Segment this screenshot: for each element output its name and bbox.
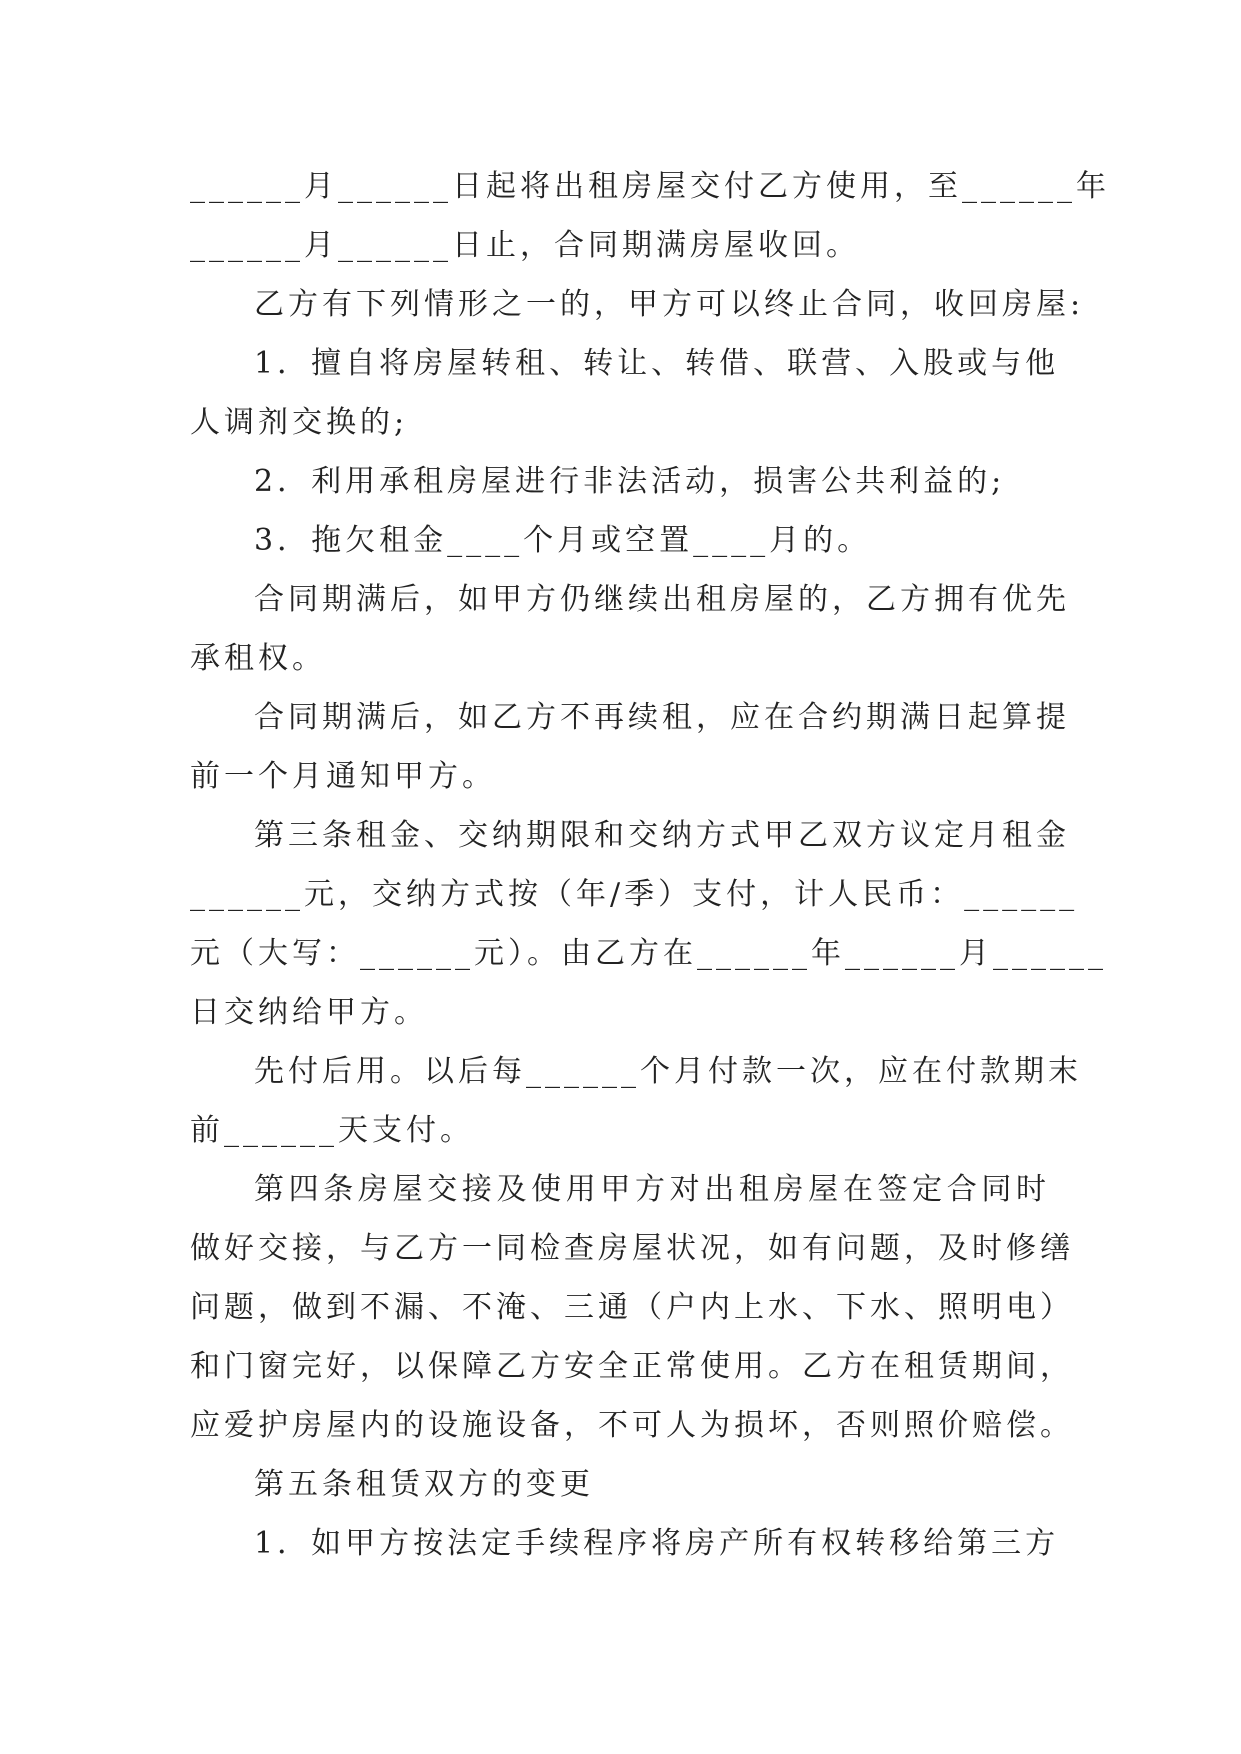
text-line: ______月______日起将出租房屋交付乙方使用，至______年 [190,169,1110,204]
text-line: 前一个月通知甲方。 [190,759,496,794]
document-body [190,157,1110,1573]
text-line: 元（大写：______元）。由乙方在______年______月______ [190,936,1107,971]
text-line: 承租权。 [190,641,326,676]
text-line: 人调剂交换的; [190,405,409,440]
text-line: 2．利用承租房屋进行非法活动，损害公共利益的; [254,464,1006,499]
text-line: 做好交接，与乙方一同检查房屋状况，如有问题，及时修缮 [190,1231,1074,1266]
text-line: 问题，做到不漏、不淹、三通（户内上水、下水、照明电） [190,1290,1074,1325]
text-line: 前______天支付。 [190,1113,474,1148]
text-line: 合同期满后，如甲方仍继续出租房屋的，乙方拥有优先 [254,582,1070,617]
text-line: ______元，交纳方式按（年/季）支付，计人民币：______ [190,877,1079,912]
text-line: 合同期满后，如乙方不再续租，应在合约期满日起算提 [254,700,1070,735]
text-line: 第四条房屋交接及使用甲方对出租房屋在签定合同时 [254,1172,1050,1207]
text-line: 1．擅自将房屋转租、转让、转借、联营、入股或与他 [254,346,1060,381]
text-line: 日交纳给甲方。 [190,995,428,1030]
text-line: 第三条租金、交纳期限和交纳方式甲乙双方议定月租金 [254,818,1070,853]
text-line: 和门窗完好，以保障乙方安全正常使用。乙方在租赁期间， [190,1349,1074,1384]
text-line: 应爱护房屋内的设施设备，不可人为损坏，否则照价赔偿。 [190,1408,1074,1443]
text-line: 第五条租赁双方的变更 [254,1467,594,1502]
text-line: 3．拖欠租金____个月或空置____月的。 [254,523,872,558]
text-line: ______月______日止，合同期满房屋收回。 [190,228,860,263]
text-line: 1．如甲方按法定手续程序将房产所有权转移给第三方 [254,1526,1060,1561]
text-line: 先付后用。以后每______个月付款一次，应在付款期末 [254,1054,1082,1089]
text-line: 乙方有下列情形之一的，甲方可以终止合同，收回房屋: [254,287,1085,322]
